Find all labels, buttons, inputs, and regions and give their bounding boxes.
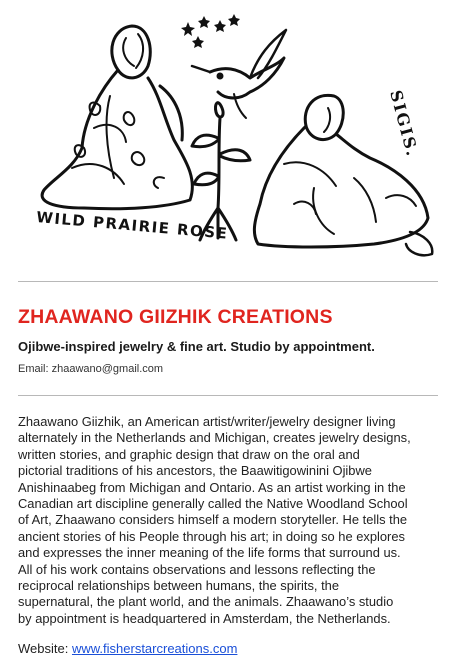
divider-top [18, 281, 438, 282]
header-artwork [14, 8, 454, 270]
email-line: Email: zhaawano@gmail.com [18, 363, 164, 375]
stars-cluster [181, 14, 240, 48]
divider-middle [18, 395, 438, 396]
bio-line: by appointment is headquartered in Amsterdam, the Netherlands. [18, 610, 391, 626]
bio-line: Zhaawano Giizhik, an American artist/writer/jewelry designer living [18, 414, 396, 429]
bio-line: Canadian art discipline generally called the Native Woodland School [18, 496, 408, 512]
bio-line: supernatural, the plant world, and the animals. Zhaawano’s studio [18, 594, 394, 610]
kneeling-woman-figure [42, 26, 192, 209]
artist-signature: SIGIS. [386, 88, 423, 160]
bio-line: pictorial traditions of his ancestors, the Baawitigowinini Ojibwe [18, 463, 372, 479]
bio-line: ancient stories of his People through his art; in doing so he explores [18, 528, 405, 544]
wild-rose-plant [192, 103, 250, 240]
bio-line: alternately in the Netherlands and Michigan, creates jewelry designs, [18, 430, 411, 446]
bio-line: reciprocal relationships between humans, the spirits, the [18, 578, 340, 594]
website-line [18, 641, 237, 656]
bio-line: All of his work contains observations and lessons reflecting the [18, 561, 376, 577]
hummingbird-figure [192, 30, 286, 118]
tagline: Ojibwe-inspired jewelry & fine art. Studio by appointment. [18, 339, 375, 354]
bio-line: and expresses the inner meaning of the life forms that surround us. [18, 545, 401, 561]
bio-paragraph [18, 414, 450, 627]
page-title: ZHAAWANO GIIZHIK CREATIONS [18, 306, 333, 328]
artwork-caption: WILD PRAIRIE ROSE [35, 208, 230, 243]
website-link[interactable]: www.fisherstarcreations.com [71, 641, 238, 656]
bio-line: Anishinaabeg from Michigan and Ontario. As an artist working in the [18, 479, 406, 495]
bio-line: of Art, Zhaawano considers himself a modern storyteller. He tells the [18, 512, 408, 528]
bio-line: written stories, and graphic design that draw on the oral and [18, 446, 360, 462]
website-label: Website: [18, 641, 69, 656]
